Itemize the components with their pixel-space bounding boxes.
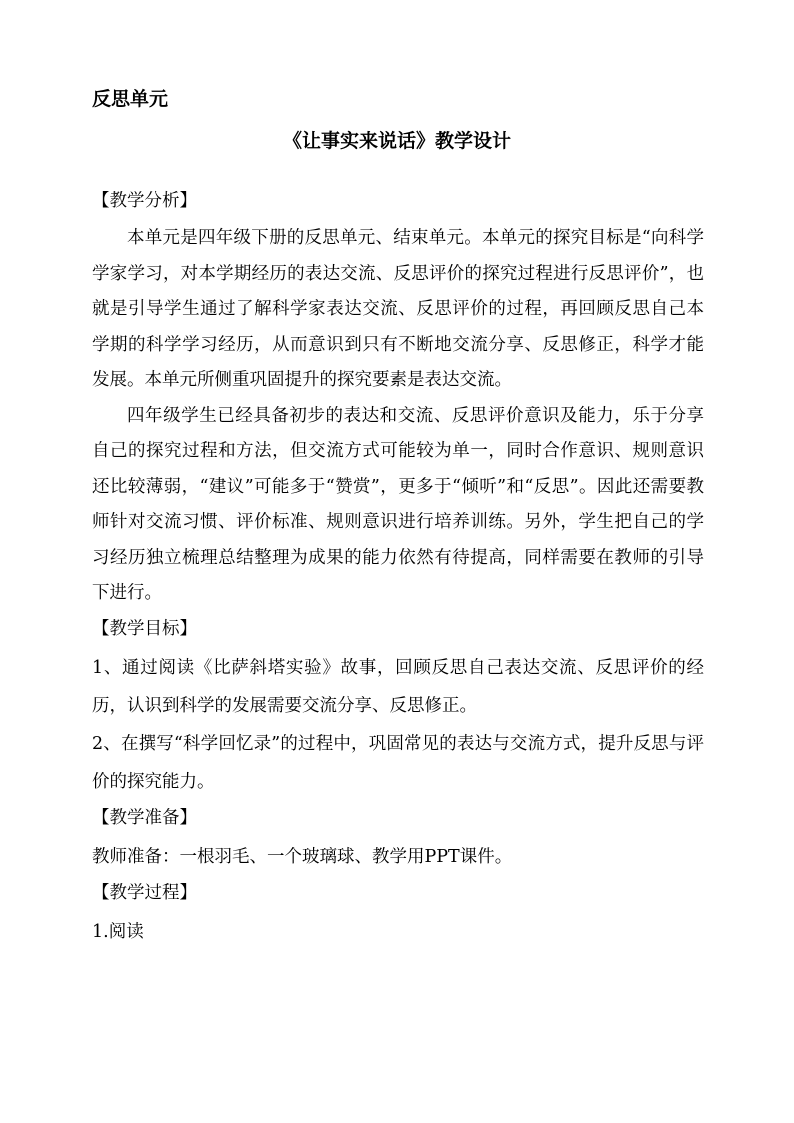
section-heading-goals: 【教学目标】 [92,618,197,639]
section-heading-process: 【教学过程】 [92,882,197,903]
document-body [92,184,704,951]
analysis-paragraph: 四年级学生已经具备初步的表达和交流、反思评价意识及能力，乐于分享自己的探究过程和方法，但交流方式可能较为单一，同时合作意识、规则意识还比较薄弱，“建议”可能多于“赞赏”，更多于“倾听”和“反思”。因此还需要教师针对交流习惯、评价标准、规则意识进行培养训练。另外，学生把自己的学习经历独立梳理总结整理为成果的能力依然有待提高，同样需要在教师的引导下进行。 [92,405,704,603]
document-title: 《让事实来说话》教学设计 [282,130,511,152]
analysis-paragraph: 本单元是四年级下册的反思单元、结束单元。本单元的探究目标是“向科学学家学习，对本学期经历的表达交流、反思评价的探究过程进行反思评价”，也就是引导学生通过了解科学家表达交流、反思评价的过程，再回顾反思自己本学期的科学学习经历，从而意识到只有不断地交流分享、反思修正，科学才能发展。本单元所侧重巩固提升的探究要素是表达交流。 [92,228,704,390]
section-heading-analysis: 【教学分析】 [92,191,197,211]
preparation-text: 教师准备：一根羽毛、一个玻璃球、教学用PPT课件。 [92,846,513,867]
process-step: 1.阅读 [92,921,144,942]
goal-item: 2、在撰写“科学回忆录”的过程中，巩固常见的表达与交流方式，提升反思与评价的探究能力。 [92,733,704,792]
section-heading-preparation: 【教学准备】 [92,807,197,828]
unit-title: 反思单元 [92,88,169,110]
goal-item: 1、通过阅读《比萨斜塔实验》故事，回顾反思自己表达交流、反思评价的经历，认识到科学的发展需要交流分享、反思修正。 [92,657,704,716]
